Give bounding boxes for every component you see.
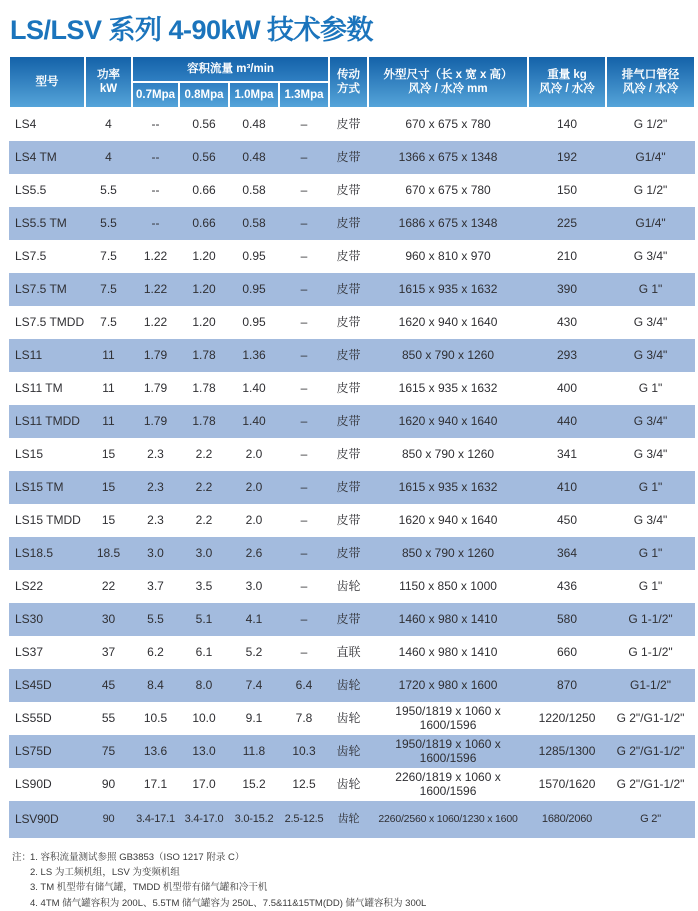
cell-weight: 1680/2060 [541, 813, 593, 826]
cell-port: G1-1/2" [630, 677, 671, 692]
cell-flow-1.3mpa: – [300, 248, 308, 263]
cell-power: 11 [102, 347, 115, 362]
cell-model: LS22 [15, 578, 44, 593]
spec-table [8, 55, 696, 838]
cell-drive: 皮带 [336, 215, 361, 230]
cell-flow-1.0mpa: 9.1 [245, 710, 263, 725]
cell-model: LS45D [15, 677, 52, 692]
cell-port: G 1/2" [633, 117, 668, 132]
cell-dimensions: 1366 x 675 x 1348 [398, 149, 498, 164]
table-row [9, 207, 695, 240]
header-power-line1: 功率 [97, 68, 120, 81]
footnote-line-4 [12, 896, 698, 911]
header-power-line2: kW [99, 83, 118, 95]
cell-flow-1.0mpa: 7.4 [245, 677, 263, 692]
cell-flow-0.7mpa: 1.79 [143, 347, 168, 362]
cell-flow-1.3mpa: 10.3 [292, 743, 316, 758]
cell-port: G 2"/G1-1/2" [616, 743, 685, 758]
cell-dimensions: 1615 x 935 x 1632 [398, 479, 498, 494]
cell-flow-0.7mpa: 1.22 [143, 314, 168, 329]
cell-flow-0.8mpa: 0.56 [192, 117, 216, 132]
cell-flow-0.8mpa: 1.78 [192, 347, 216, 362]
cell-flow-0.7mpa: 6.2 [147, 644, 164, 659]
cell-port: G 1-1/2" [628, 644, 673, 659]
cell-flow-0.8mpa: 1.20 [192, 248, 216, 263]
cell-power: 75 [101, 743, 116, 758]
table-row [9, 306, 695, 339]
cell-model: LS11 TMDD [15, 413, 80, 428]
table-header [9, 56, 695, 108]
cell-flow-0.7mpa: -- [151, 215, 160, 230]
cell-weight: 1570/1620 [538, 776, 596, 791]
cell-port: G 2" [640, 813, 661, 826]
cell-flow-1.0mpa: 2.0 [245, 512, 263, 527]
cell-flow-0.8mpa: 1.20 [192, 281, 216, 296]
header-flow-1.3mpa: 1.3Mpa [279, 82, 329, 108]
table-row [9, 702, 695, 735]
cell-port: G 1/2" [633, 182, 668, 197]
cell-flow-1.3mpa: 2.5-12.5 [284, 813, 324, 826]
cell-power: 90 [102, 813, 115, 826]
cell-flow-1.0mpa: 5.2 [245, 644, 263, 659]
header-flow-0.8mpa: 0.8Mpa [179, 82, 229, 108]
table-row [9, 273, 695, 306]
cell-drive: 皮带 [336, 281, 361, 296]
cell-flow-0.7mpa: 13.6 [143, 743, 168, 758]
header-drive-line2: 方式 [337, 83, 361, 95]
cell-drive: 皮带 [336, 446, 361, 461]
cell-power: 37 [101, 644, 116, 659]
cell-weight: 400 [557, 380, 578, 395]
cell-flow-1.3mpa: 7.8 [295, 710, 313, 725]
table-row [9, 372, 695, 405]
cell-flow-1.3mpa: 6.4 [295, 677, 313, 692]
cell-flow-0.7mpa: 2.3 [147, 512, 164, 527]
cell-model: LS18.5 [15, 545, 54, 560]
cell-weight: 430 [557, 314, 578, 329]
cell-flow-0.7mpa: 2.3 [147, 479, 164, 494]
cell-flow-1.3mpa: – [300, 281, 308, 296]
cell-power: 11 [102, 380, 115, 395]
cell-drive: 齿轮 [336, 677, 361, 692]
cell-dimensions: 1460 x 980 x 1410 [398, 611, 498, 626]
cell-flow-1.0mpa: 1.40 [242, 413, 266, 428]
cell-power: 4 [105, 149, 112, 164]
cell-dimensions: 2260/1819 x 1060 x 1600/1596 [395, 769, 501, 798]
table-row [9, 768, 695, 801]
cell-weight: 293 [557, 347, 578, 362]
cell-flow-1.3mpa: – [300, 117, 308, 132]
cell-power: 55 [101, 710, 116, 725]
table-row [9, 603, 695, 636]
cell-flow-1.3mpa: – [300, 380, 308, 395]
cell-power: 5.5 [100, 215, 117, 230]
cell-drive: 皮带 [336, 149, 361, 164]
cell-flow-0.7mpa: 1.79 [143, 380, 168, 395]
cell-flow-0.7mpa: 1.79 [143, 413, 168, 428]
cell-flow-1.3mpa: – [300, 182, 308, 197]
cell-flow-0.7mpa: 3.0 [147, 545, 164, 560]
table-row [9, 570, 695, 603]
cell-port: G 3/4" [633, 314, 668, 329]
header-weight [528, 56, 606, 108]
header-dimensions-line2: 风冷 / 水冷 mm [408, 83, 488, 95]
cell-weight: 1285/1300 [538, 743, 596, 758]
cell-dimensions: 850 x 790 x 1260 [401, 446, 495, 461]
cell-dimensions: 1615 x 935 x 1632 [398, 380, 498, 395]
cell-flow-0.7mpa: 10.5 [143, 710, 168, 725]
cell-model: LS90D [15, 776, 52, 791]
header-flow-group: 容积流量 m³/min [132, 56, 329, 82]
cell-weight: 140 [557, 117, 578, 132]
cell-model: LS75D [15, 743, 52, 758]
cell-flow-0.7mpa: 3.4-17.1 [136, 813, 175, 826]
cell-flow-1.0mpa: 0.58 [242, 182, 266, 197]
cell-weight: 870 [557, 677, 578, 692]
table-row [9, 141, 695, 174]
cell-weight: 580 [557, 611, 578, 626]
cell-dimensions: 670 x 675 x 780 [405, 117, 491, 132]
cell-power: 7.5 [100, 281, 117, 296]
cell-flow-1.3mpa: – [300, 479, 308, 494]
table-row [9, 801, 695, 838]
cell-drive: 皮带 [336, 479, 361, 494]
cell-model: LS7.5 TM [15, 281, 67, 296]
cell-weight: 410 [557, 479, 578, 494]
cell-flow-0.8mpa: 2.2 [195, 479, 213, 494]
cell-dimensions: 960 x 810 x 970 [405, 248, 491, 263]
table-row [9, 240, 695, 273]
cell-drive: 齿轮 [337, 813, 360, 826]
cell-power: 7.5 [100, 248, 117, 263]
table-row [9, 174, 695, 207]
cell-drive: 皮带 [336, 611, 361, 626]
cell-flow-1.3mpa: – [300, 512, 308, 527]
table-row [9, 405, 695, 438]
cell-port: G1/4" [635, 215, 666, 230]
cell-weight: 210 [557, 248, 578, 263]
cell-port: G 3/4" [633, 347, 668, 362]
cell-flow-1.0mpa: 3.0-15.2 [234, 813, 274, 826]
cell-drive: 皮带 [336, 314, 361, 329]
cell-flow-0.7mpa: -- [151, 149, 160, 164]
cell-drive: 齿轮 [336, 776, 361, 791]
table-row [9, 339, 695, 372]
cell-drive: 皮带 [336, 413, 361, 428]
header-drive-line1: 传动 [337, 68, 361, 81]
header-port-line1: 排气口管径 [621, 68, 680, 81]
cell-model: LS7.5 [15, 248, 47, 263]
header-dimensions-line1: 外型尺寸（长 x 宽 x 高） [383, 68, 513, 81]
cell-port: G 1" [638, 578, 663, 593]
cell-flow-0.8mpa: 3.0 [195, 545, 213, 560]
cell-flow-1.3mpa: – [300, 446, 308, 461]
header-dimensions [368, 56, 528, 108]
cell-flow-1.0mpa: 15.2 [242, 776, 266, 791]
table-row [9, 438, 695, 471]
cell-flow-1.3mpa: – [300, 611, 308, 626]
cell-port: G 1" [638, 479, 663, 494]
cell-flow-0.8mpa: 1.20 [192, 314, 216, 329]
cell-drive: 齿轮 [336, 710, 361, 725]
cell-flow-0.8mpa: 2.2 [195, 446, 213, 461]
cell-model: LS30 [15, 611, 44, 626]
cell-dimensions: 1620 x 940 x 1640 [398, 512, 498, 527]
cell-flow-1.0mpa: 11.8 [242, 743, 266, 758]
cell-weight: 390 [557, 281, 578, 296]
header-power [85, 56, 132, 108]
cell-weight: 225 [557, 215, 578, 230]
cell-flow-0.7mpa: 8.4 [147, 677, 164, 692]
cell-flow-1.0mpa: 0.48 [242, 149, 266, 164]
cell-weight: 436 [557, 578, 578, 593]
cell-model: LS4 TM [15, 149, 57, 164]
cell-model: LS15 [15, 446, 44, 461]
cell-flow-0.8mpa: 8.0 [195, 677, 213, 692]
cell-flow-1.0mpa: 2.0 [245, 479, 263, 494]
cell-flow-0.8mpa: 1.78 [192, 413, 216, 428]
cell-weight: 364 [557, 545, 578, 560]
cell-port: G 2"/G1-1/2" [616, 710, 685, 725]
cell-drive: 皮带 [336, 512, 361, 527]
header-weight-line2: 风冷 / 水冷 [539, 83, 595, 95]
cell-model: LS4 [15, 117, 37, 132]
footnote-line-3 [12, 880, 698, 895]
cell-port: G 1" [638, 281, 663, 296]
cell-weight: 440 [557, 413, 578, 428]
cell-drive: 齿轮 [336, 743, 361, 758]
header-flow-1.0mpa: 1.0Mpa [229, 82, 279, 108]
header-port [606, 56, 695, 108]
cell-drive: 直联 [336, 644, 361, 659]
cell-weight: 192 [557, 149, 578, 164]
cell-dimensions: 1615 x 935 x 1632 [398, 281, 498, 296]
cell-flow-1.3mpa: – [300, 215, 308, 230]
cell-model: LS15 TM [15, 479, 64, 494]
cell-flow-0.7mpa: -- [151, 182, 160, 197]
cell-flow-1.3mpa: – [300, 644, 308, 659]
table-row [9, 669, 695, 702]
cell-port: G 3/4" [633, 446, 668, 461]
cell-flow-1.3mpa: – [300, 149, 308, 164]
cell-drive: 皮带 [336, 182, 361, 197]
cell-port: G 2"/G1-1/2" [616, 776, 685, 791]
cell-drive: 皮带 [336, 248, 361, 263]
cell-weight: 450 [557, 512, 578, 527]
cell-flow-0.8mpa: 3.4-17.0 [184, 813, 224, 826]
cell-power: 7.5 [100, 314, 117, 329]
cell-port: G 3/4" [633, 248, 668, 263]
cell-dimensions: 670 x 675 x 780 [405, 182, 491, 197]
cell-flow-1.0mpa: 1.36 [242, 347, 266, 362]
cell-flow-1.0mpa: 1.40 [242, 380, 266, 395]
table-row [9, 504, 695, 537]
cell-model: LSV90D [15, 811, 59, 826]
table-row [9, 537, 695, 570]
cell-drive: 齿轮 [336, 578, 361, 593]
cell-flow-1.3mpa: – [300, 413, 308, 428]
cell-weight: 150 [557, 182, 578, 197]
cell-dimensions: 1686 x 675 x 1348 [398, 215, 498, 230]
cell-flow-0.8mpa: 6.1 [195, 644, 213, 659]
cell-flow-0.8mpa: 5.1 [195, 611, 213, 626]
cell-dimensions: 1620 x 940 x 1640 [398, 413, 498, 428]
cell-flow-1.0mpa: 3.0 [245, 578, 263, 593]
cell-dimensions: 850 x 790 x 1260 [401, 545, 495, 560]
cell-weight: 1220/1250 [538, 710, 596, 725]
header-model: 型号 [9, 56, 85, 108]
cell-flow-1.3mpa: – [300, 545, 308, 560]
cell-weight: 341 [557, 446, 578, 461]
cell-model: LS11 [15, 347, 43, 362]
footnote-text: 1. 容积流量测试参照 GB3853（ISO 1217 附录 C） [30, 852, 245, 863]
cell-power: 11 [102, 413, 115, 428]
footnotes [12, 850, 698, 911]
cell-dimensions: 1620 x 940 x 1640 [398, 314, 498, 329]
cell-model: LS37 [15, 644, 44, 659]
cell-model: LS55D [15, 710, 52, 725]
cell-port: G 1-1/2" [628, 611, 673, 626]
cell-model: LS5.5 TM [15, 215, 67, 230]
cell-flow-1.0mpa: 2.0 [245, 446, 263, 461]
cell-dimensions: 1150 x 850 x 1000 [399, 578, 497, 593]
cell-flow-1.0mpa: 0.95 [242, 314, 266, 329]
cell-flow-1.3mpa: 12.5 [292, 776, 316, 791]
cell-flow-1.3mpa: – [300, 347, 308, 362]
cell-flow-1.0mpa: 4.1 [245, 611, 263, 626]
cell-flow-0.7mpa: 3.7 [147, 578, 164, 593]
cell-flow-0.8mpa: 10.0 [192, 710, 216, 725]
cell-port: G1/4" [635, 149, 666, 164]
footnote-text: 4. 4TM 储气罐容积为 200L、5.5TM 储气罐容为 250L、7.5&11&15TM(DD) 储气罐容积为 300L [30, 897, 427, 909]
table-body [9, 108, 695, 838]
cell-flow-0.8mpa: 17.0 [192, 776, 216, 791]
footnote-line-1 [12, 850, 698, 865]
cell-dimensions: 1950/1819 x 1060 x 1600/1596 [395, 736, 501, 765]
cell-flow-1.0mpa: 2.6 [245, 545, 263, 560]
header-flow-0.7mpa: 0.7Mpa [132, 82, 179, 108]
table-row [9, 471, 695, 504]
cell-model: LS11 TM [15, 380, 63, 395]
cell-flow-1.0mpa: 0.95 [242, 248, 266, 263]
cell-drive: 皮带 [336, 347, 361, 362]
cell-power: 22 [101, 578, 116, 593]
cell-flow-0.8mpa: 0.66 [192, 215, 216, 230]
page-title: LS/LSV 系列 4-90kW 技术参数 [10, 15, 374, 45]
cell-power: 15 [101, 446, 116, 461]
cell-flow-0.7mpa: 1.22 [143, 248, 168, 263]
cell-flow-0.7mpa: 5.5 [147, 611, 164, 626]
cell-model: LS7.5 TMDD [15, 314, 85, 329]
cell-dimensions: 1460 x 980 x 1410 [398, 644, 498, 659]
cell-drive: 皮带 [336, 545, 361, 560]
cell-flow-1.3mpa: – [300, 578, 308, 593]
cell-model: LS5.5 [15, 182, 47, 197]
cell-dimensions: 850 x 790 x 1260 [401, 347, 495, 362]
footnote-text: 3. TM 机型带有储气罐，TMDD 机型带有储气罐和冷干机 [30, 882, 268, 894]
cell-flow-1.0mpa: 0.58 [242, 215, 266, 230]
cell-port: G 1" [638, 380, 663, 395]
cell-flow-1.3mpa: – [300, 314, 308, 329]
cell-dimensions: 2260/2560 x 1060/1230 x 1600 [378, 813, 518, 826]
cell-weight: 660 [557, 644, 578, 659]
cell-flow-0.7mpa: 17.1 [143, 776, 168, 791]
cell-flow-0.8mpa: 0.56 [192, 149, 216, 164]
footnote-line-2 [12, 865, 698, 880]
cell-flow-0.8mpa: 3.5 [195, 578, 213, 593]
cell-port: G 1" [638, 545, 663, 560]
table-row [9, 735, 695, 768]
cell-drive: 皮带 [336, 117, 361, 132]
cell-flow-1.0mpa: 0.95 [242, 281, 266, 296]
cell-power: 90 [101, 776, 116, 791]
footnote-prefix: 注： [12, 852, 32, 863]
cell-power: 45 [101, 677, 116, 692]
cell-flow-0.8mpa: 13.0 [192, 743, 216, 758]
table-row [9, 636, 695, 669]
cell-flow-0.8mpa: 2.2 [195, 512, 213, 527]
cell-power: 30 [101, 611, 116, 626]
header-port-line2: 风冷 / 水冷 [622, 83, 679, 95]
cell-dimensions: 1720 x 980 x 1600 [398, 677, 498, 692]
cell-port: G 3/4" [633, 413, 668, 428]
cell-power: 15 [101, 512, 116, 527]
cell-flow-1.0mpa: 0.48 [242, 117, 266, 132]
header-drive [329, 56, 368, 108]
cell-flow-0.7mpa: 2.3 [147, 446, 164, 461]
footnote-text: 2. LS 为工频机组，LSV 为变频机组 [30, 867, 180, 879]
cell-port: G 3/4" [633, 512, 668, 527]
cell-dimensions: 1950/1819 x 1060 x 1600/1596 [395, 703, 501, 732]
cell-flow-0.7mpa: 1.22 [143, 281, 168, 296]
header-weight-line1: 重量 kg [547, 68, 587, 81]
table-row [9, 108, 695, 141]
cell-power: 18.5 [96, 545, 121, 560]
cell-power: 15 [101, 479, 116, 494]
cell-drive: 皮带 [336, 380, 361, 395]
cell-flow-0.8mpa: 1.78 [192, 380, 216, 395]
cell-power: 4 [105, 117, 112, 132]
cell-flow-0.8mpa: 0.66 [192, 182, 216, 197]
cell-model: LS15 TMDD [15, 512, 81, 527]
cell-power: 5.5 [100, 182, 117, 197]
cell-flow-0.7mpa: -- [151, 117, 160, 132]
